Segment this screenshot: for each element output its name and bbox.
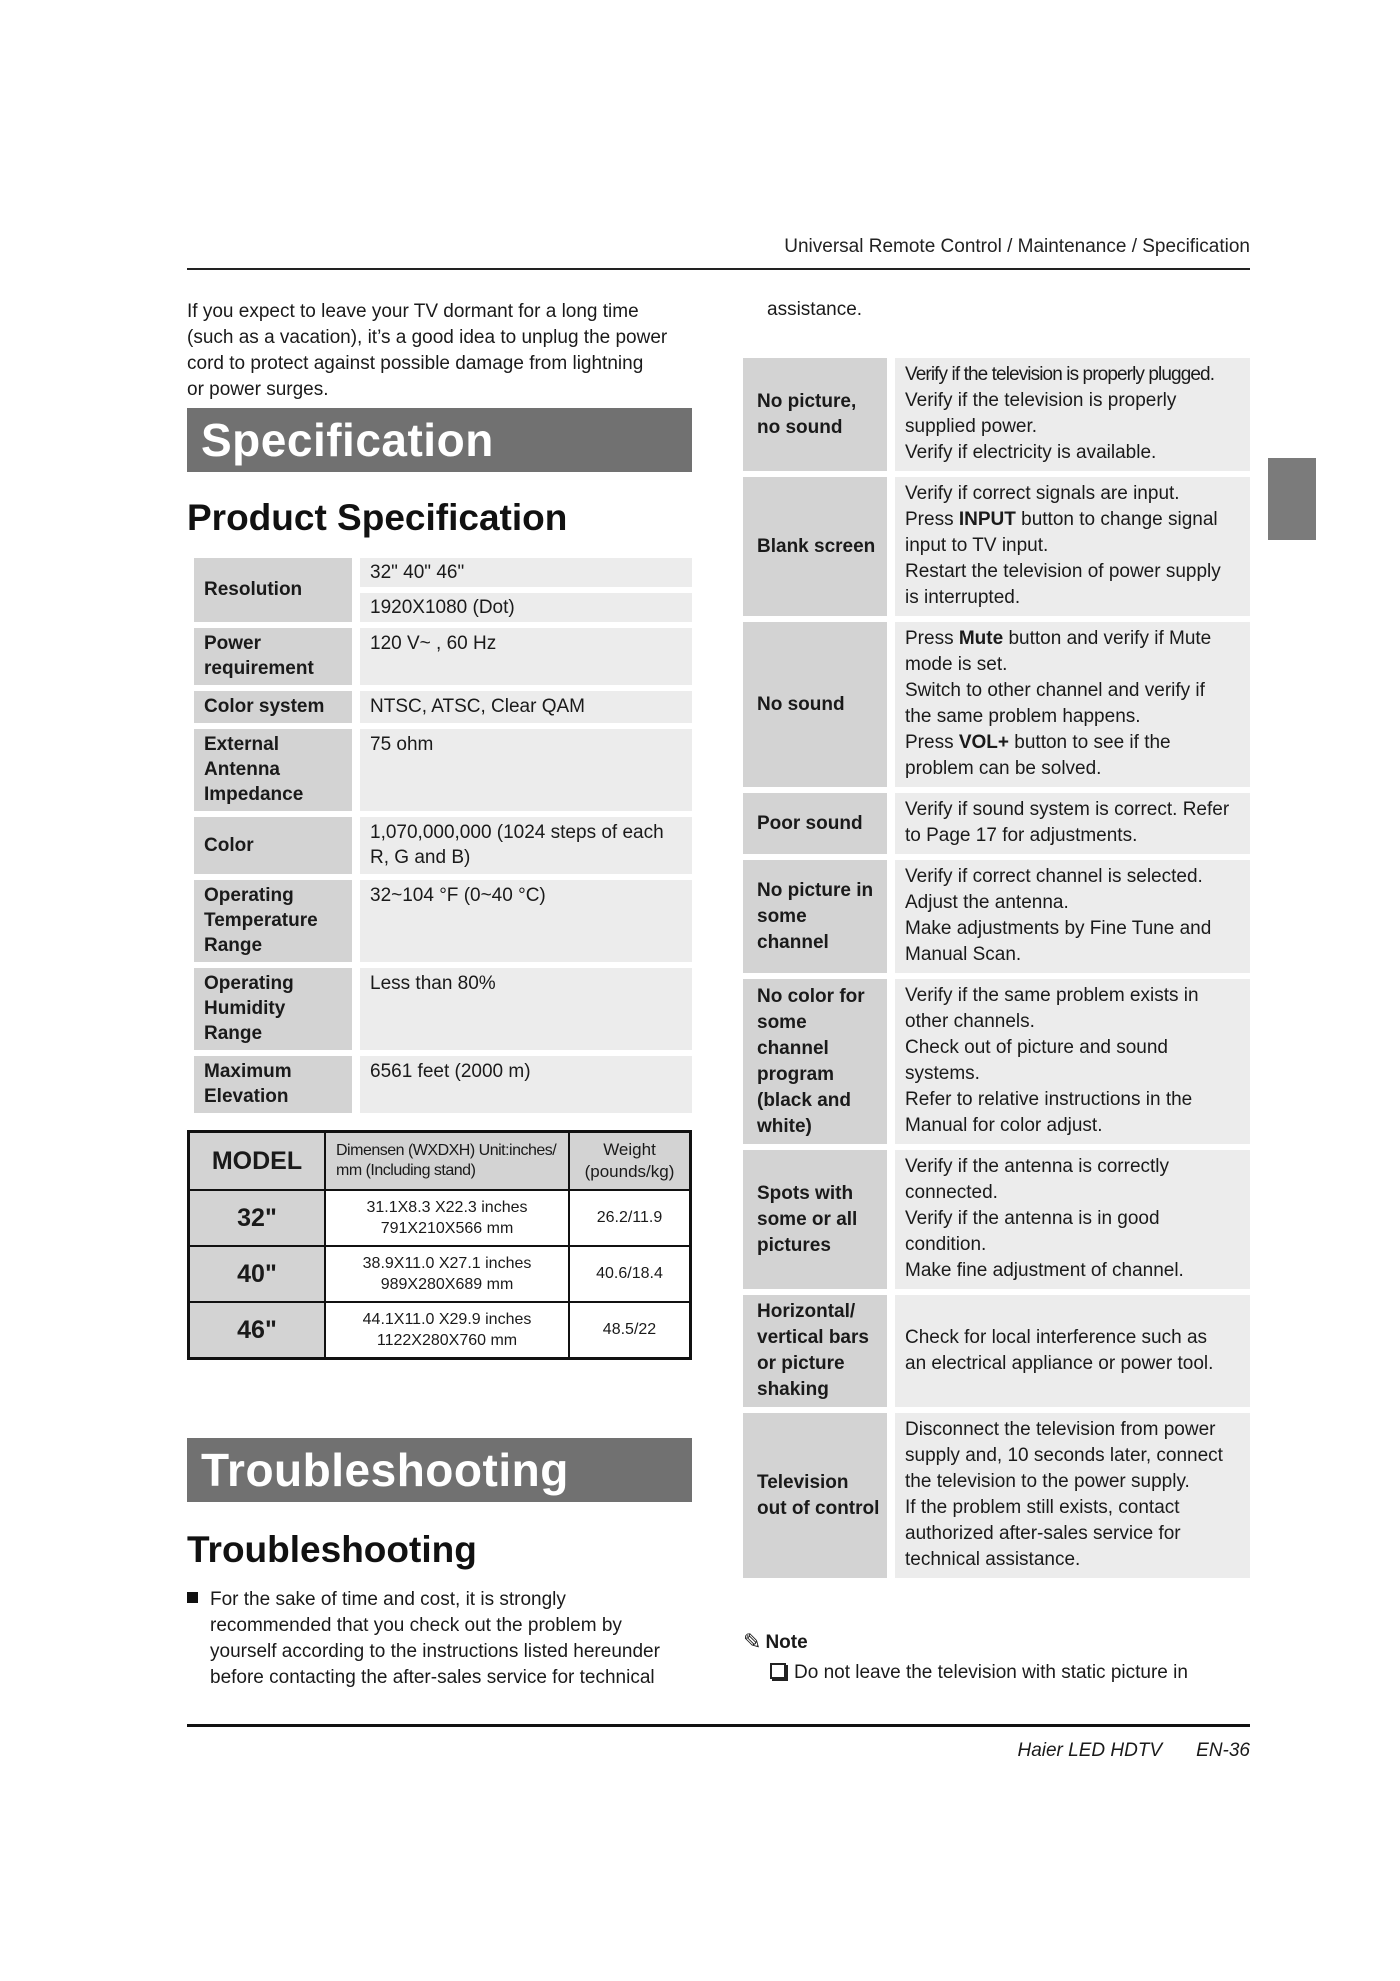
troubleshooting-banner bbox=[187, 1438, 692, 1502]
solution-line: Make adjustments by Fine Tune and bbox=[905, 918, 1212, 939]
note-item-text: Do not leave the television with static picture in bbox=[794, 1662, 1188, 1683]
trouble-gap bbox=[887, 860, 895, 973]
spec-gap bbox=[352, 691, 360, 723]
solution-line: Check for local interference such as bbox=[905, 1326, 1208, 1348]
solution-line: problem can be solved. bbox=[905, 758, 1102, 779]
bullet-continuation: assistance. bbox=[767, 299, 863, 320]
problem-cell: Blank screen bbox=[743, 477, 887, 616]
problem-cell: No color for some channel program (black and white) bbox=[743, 979, 887, 1144]
troubleshooting-bullet bbox=[187, 1587, 692, 1688]
solution-line: Verify if the same problem exists in bbox=[905, 985, 1199, 1006]
solution-line: If the problem still exists, contact bbox=[905, 1497, 1180, 1518]
intro-line: (such as a vacation), it’s a good idea to unplug the power bbox=[187, 327, 668, 348]
trouble-gap bbox=[887, 358, 895, 471]
solution-line: the same problem happens. bbox=[905, 706, 1141, 727]
footer-product: Haier LED HDTV bbox=[1017, 1740, 1163, 1761]
model-cell: 32" bbox=[189, 1190, 326, 1246]
trouble-row bbox=[743, 358, 1250, 471]
problem-cell: No picture, no sound bbox=[743, 358, 887, 471]
spec-label: External Antenna Impedance bbox=[194, 729, 352, 811]
header-section-path: Universal Remote Control / Maintenance / Specification bbox=[784, 236, 1250, 257]
model-column-header: MODEL bbox=[189, 1132, 326, 1191]
spec-value: 32" 40" 46" bbox=[360, 558, 692, 587]
specification-banner-title: Specification bbox=[201, 414, 494, 466]
solution-cell bbox=[895, 1413, 1250, 1578]
spec-label: Power requirement bbox=[194, 628, 352, 685]
solution-cell bbox=[895, 979, 1250, 1144]
trouble-gap bbox=[887, 979, 895, 1144]
solution-line: is interrupted. bbox=[905, 587, 1021, 608]
trouble-gap bbox=[887, 477, 895, 616]
dimensions-inches: 38.9X11.0 X27.1 inches bbox=[362, 1255, 532, 1272]
model-row bbox=[189, 1246, 691, 1302]
dimensions-cell bbox=[325, 1246, 569, 1302]
solution-line: Adjust the antenna. bbox=[905, 892, 1069, 913]
weight-cell: 48.5/22 bbox=[569, 1302, 691, 1359]
model-cell: 40" bbox=[189, 1246, 326, 1302]
spec-value: 32~104 °F (0~40 °C) bbox=[360, 880, 692, 962]
trouble-row bbox=[743, 793, 1250, 854]
spec-gap bbox=[352, 729, 360, 811]
solution-line: connected. bbox=[905, 1182, 998, 1203]
solution-line: Verify if the antenna is in good bbox=[905, 1208, 1160, 1229]
solution-line: Verify if the television is properly bbox=[905, 390, 1177, 411]
problem-cell: Television out of control bbox=[743, 1413, 887, 1578]
spec-value: 1920X1080 (Dot) bbox=[360, 593, 692, 622]
model-cell: 46" bbox=[189, 1302, 326, 1359]
dimensions-inches: 44.1X11.0 X29.9 inches bbox=[362, 1311, 532, 1328]
spec-gap bbox=[352, 817, 360, 874]
solution-cell bbox=[895, 1150, 1250, 1289]
bullet-body bbox=[210, 1587, 692, 1691]
troubleshooting-table bbox=[743, 352, 1250, 1584]
problem-cell: Spots with some or all pictures bbox=[743, 1150, 887, 1289]
spec-row bbox=[194, 1056, 692, 1113]
bullet-line: For the sake of time and cost, it is strongly bbox=[210, 1589, 566, 1610]
square-bullet-icon bbox=[187, 1592, 198, 1603]
trouble-row bbox=[743, 622, 1250, 787]
section-tab-marker bbox=[1268, 458, 1316, 540]
solution-line: an electrical appliance or power tool. bbox=[905, 1352, 1214, 1374]
intro-line: cord to protect against possible damage from lightning bbox=[187, 353, 644, 374]
intro-line: If you expect to leave your TV dormant for a long time bbox=[187, 301, 639, 322]
spec-value: Less than 80% bbox=[360, 968, 692, 1050]
footer bbox=[900, 1740, 1250, 1762]
solution-line: Press INPUT button to change signal bbox=[905, 509, 1218, 530]
solution-line: authorized after-sales service for bbox=[905, 1523, 1181, 1544]
spec-value: 1,070,000,000 (1024 steps of each R, G and B) bbox=[360, 817, 692, 874]
spec-row bbox=[194, 628, 692, 685]
bullet-line: recommended that you check out the problem by bbox=[210, 1615, 622, 1636]
trouble-row bbox=[743, 979, 1250, 1144]
trouble-gap bbox=[887, 1295, 895, 1407]
solution-line: Check out of picture and sound bbox=[905, 1037, 1169, 1058]
solution-line: systems. bbox=[905, 1063, 980, 1084]
weight-column-header: Weight (pounds/kg) bbox=[569, 1132, 691, 1191]
checkbox-bullet-icon bbox=[770, 1663, 786, 1679]
solution-line: Verify if electricity is available. bbox=[905, 442, 1157, 463]
solution-line: Verify if correct channel is selected. bbox=[905, 866, 1203, 887]
solution-line: Verify if correct signals are input. bbox=[905, 483, 1180, 504]
solution-line: Switch to other channel and verify if bbox=[905, 680, 1205, 701]
spec-row bbox=[194, 691, 692, 723]
dimensions-mm: 1122X280X760 mm bbox=[376, 1332, 518, 1349]
note-heading-text: Note bbox=[765, 1632, 808, 1653]
model-row bbox=[189, 1190, 691, 1246]
spec-label: Color bbox=[194, 817, 352, 874]
solution-cell bbox=[895, 860, 1250, 973]
spec-value: NTSC, ATSC, Clear QAM bbox=[360, 691, 692, 723]
intro-line: or power surges. bbox=[187, 379, 329, 400]
solution-line: Verify if the television is properly plugged. bbox=[905, 364, 1215, 385]
solution-line: Refer to relative instructions in the bbox=[905, 1089, 1193, 1110]
trouble-gap bbox=[887, 1413, 895, 1578]
bullet-line: yourself according to the instructions listed hereunder bbox=[210, 1641, 660, 1662]
dimensions-inches: 31.1X8.3 X22.3 inches bbox=[366, 1199, 528, 1216]
spec-row bbox=[194, 880, 692, 962]
spec-label: Resolution bbox=[194, 558, 352, 622]
dimensions-mm: 791X210X566 mm bbox=[380, 1220, 514, 1237]
spec-gap bbox=[352, 968, 360, 1050]
solution-line: Restart the television of power supply bbox=[905, 561, 1221, 582]
solution-cell bbox=[895, 622, 1250, 787]
problem-cell: No sound bbox=[743, 622, 887, 787]
troubleshooting-heading: Troubleshooting bbox=[187, 1529, 477, 1570]
spec-gap bbox=[352, 558, 360, 622]
trouble-gap bbox=[887, 793, 895, 854]
trouble-row bbox=[743, 1295, 1250, 1407]
weight-cell: 40.6/18.4 bbox=[569, 1246, 691, 1302]
specification-table bbox=[194, 552, 692, 1119]
spec-gap bbox=[352, 880, 360, 962]
trouble-row bbox=[743, 860, 1250, 973]
trouble-row bbox=[743, 1413, 1250, 1578]
spec-label: Operating Humidity Range bbox=[194, 968, 352, 1050]
trouble-gap bbox=[887, 622, 895, 787]
spec-gap bbox=[352, 1056, 360, 1113]
solution-line: supply and, 10 seconds later, connect bbox=[905, 1445, 1223, 1466]
solution-cell bbox=[895, 793, 1250, 854]
troubleshooting-banner-title: Troubleshooting bbox=[201, 1444, 569, 1496]
trouble-row bbox=[743, 477, 1250, 616]
solution-line: other channels. bbox=[905, 1011, 1035, 1032]
spec-row-resolution bbox=[194, 558, 692, 587]
solution-line: mode is set. bbox=[905, 654, 1008, 675]
dimensions-column-header: Dimensen (WXDXH) Unit:inches/ mm (Including stand) bbox=[325, 1132, 569, 1191]
solution-line: technical assistance. bbox=[905, 1549, 1081, 1570]
header-rule bbox=[187, 268, 1250, 270]
solution-line: Make fine adjustment of channel. bbox=[905, 1260, 1184, 1281]
weight-cell: 26.2/11.9 bbox=[569, 1190, 691, 1246]
model-dimensions-table bbox=[187, 1130, 692, 1360]
solution-line: Disconnect the television from power bbox=[905, 1419, 1216, 1440]
dimensions-cell bbox=[325, 1190, 569, 1246]
solution-line: input to TV input. bbox=[905, 535, 1049, 556]
solution-cell bbox=[895, 477, 1250, 616]
spec-value: 6561 feet (2000 m) bbox=[360, 1056, 692, 1113]
solution-line: Press Mute button and verify if Mute bbox=[905, 628, 1212, 649]
spec-label: Maximum Elevation bbox=[194, 1056, 352, 1113]
dimensions-cell bbox=[325, 1302, 569, 1359]
spec-label: Color system bbox=[194, 691, 352, 723]
spec-value: 75 ohm bbox=[360, 729, 692, 811]
solution-line: Manual Scan. bbox=[905, 944, 1022, 965]
solution-line: Manual for color adjust. bbox=[905, 1115, 1103, 1136]
bullet-line: before contacting the after-sales service for technical bbox=[210, 1667, 655, 1688]
model-row bbox=[189, 1302, 691, 1359]
note-item bbox=[770, 1662, 1188, 1684]
spec-value: 120 V~ , 60 Hz bbox=[360, 628, 692, 685]
dimensions-mm: 989X280X689 mm bbox=[380, 1276, 514, 1293]
solution-line: supplied power. bbox=[905, 416, 1038, 437]
trouble-row bbox=[743, 1150, 1250, 1289]
trouble-gap bbox=[887, 1150, 895, 1289]
note-heading bbox=[743, 1629, 808, 1655]
pencil-icon: ✎ bbox=[743, 1629, 762, 1654]
specification-banner bbox=[187, 408, 692, 472]
spec-row bbox=[194, 729, 692, 811]
solution-line: to Page 17 for adjustments. bbox=[905, 825, 1138, 846]
spec-row bbox=[194, 817, 692, 874]
solution-line: the television to the power supply. bbox=[905, 1471, 1190, 1492]
problem-cell: Horizontal/ vertical bars or picture shaking bbox=[743, 1295, 887, 1407]
product-specification-heading: Product Specification bbox=[187, 497, 568, 538]
spec-gap bbox=[352, 628, 360, 685]
solution-cell bbox=[895, 358, 1250, 471]
spec-label: Operating Temperature Range bbox=[194, 880, 352, 962]
problem-cell: No picture in some channel bbox=[743, 860, 887, 973]
model-table-header-row bbox=[189, 1132, 691, 1191]
footer-page-number: EN-36 bbox=[1196, 1740, 1250, 1761]
solution-cell bbox=[895, 1295, 1250, 1407]
problem-cell: Poor sound bbox=[743, 793, 887, 854]
solution-line: Verify if the antenna is correctly bbox=[905, 1156, 1170, 1177]
footer-rule bbox=[187, 1724, 1250, 1727]
solution-line: Press VOL+ button to see if the bbox=[905, 732, 1171, 753]
solution-line: condition. bbox=[905, 1234, 987, 1255]
spec-row bbox=[194, 968, 692, 1050]
intro-paragraph bbox=[187, 299, 692, 403]
solution-line: Verify if sound system is correct. Refer bbox=[905, 799, 1230, 820]
